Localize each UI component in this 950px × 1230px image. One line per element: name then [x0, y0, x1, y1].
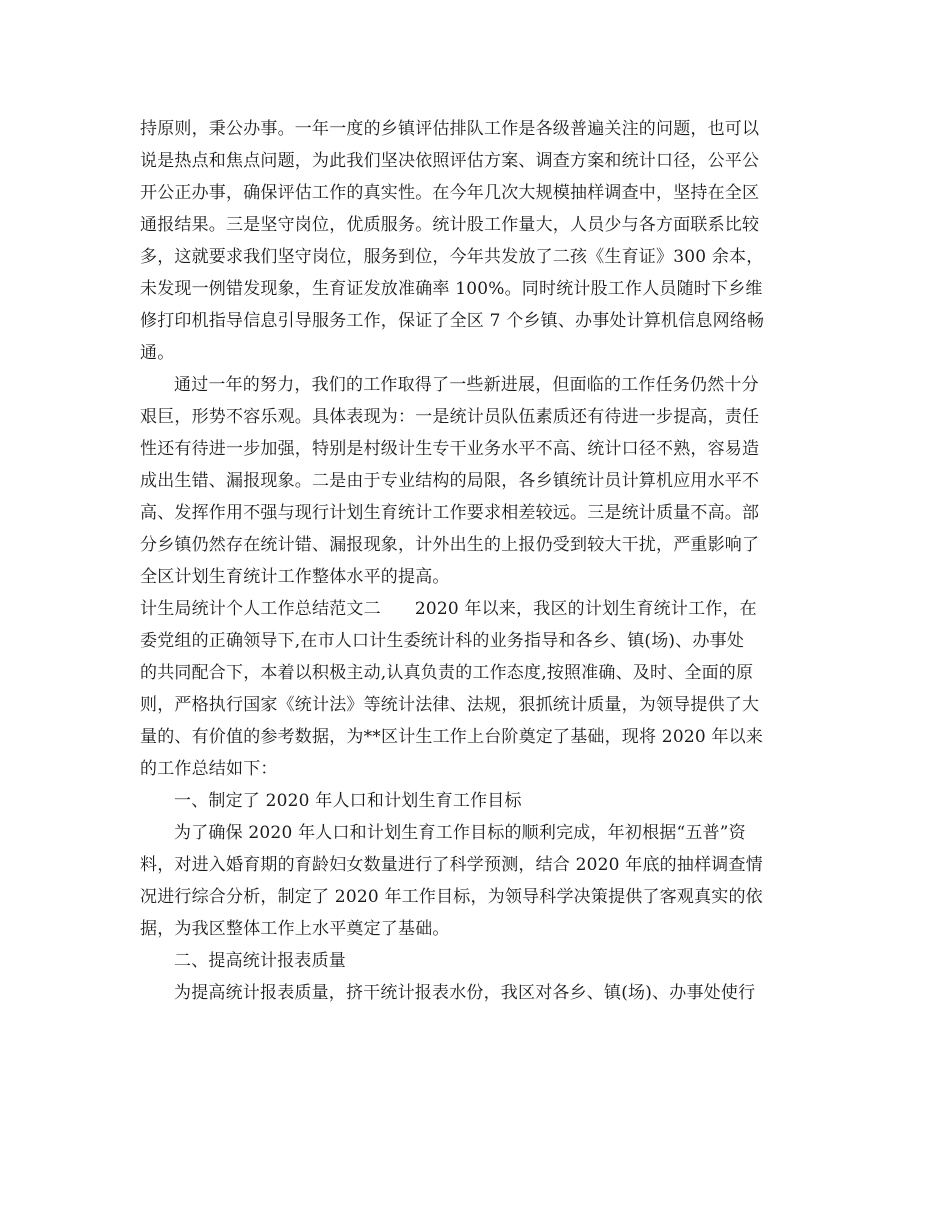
text-line: 量的、有价值的参考数据，为**区计生工作上台阶奠定了基础，现将 2020 年以来 [140, 727, 764, 747]
text-line: 性还有待进一步加强，特别是村级计生专干业务水平不高、统计口径不熟，容易造 [140, 439, 760, 459]
article-title: 计生局统计个人工作总结范文二 [140, 599, 381, 619]
text-line: 未发现一例错发现象，生育证发放准确率 100%。同时统计股工作人员随时下乡维 [140, 279, 763, 299]
document-body [140, 113, 820, 1009]
text-line: 况进行综合分析，制定了 2020 年工作目标，为领导科学决策提供了客观真实的依 [140, 887, 763, 907]
text-line: 修打印机指导信息引导服务工作，保证了全区 7 个乡镇、办事处计算机信息网络畅 [140, 311, 765, 331]
text-line: 料，对进入婚育期的育龄妇女数量进行了科学预测，结合 2020 年底的抽样调查情 [140, 855, 763, 875]
paragraph-start-line: 通过一年的努力，我们的工作取得了一些新进展，但面临的工作任务仍然十分 [174, 375, 759, 395]
text-line: 多，这就要求我们坚守岗位，服务到位，今年共发放了二孩《生育证》300 余本， [140, 247, 764, 267]
text-line: 据，为我区整体工作上水平奠定了基础。 [140, 919, 450, 939]
text-line: 分乡镇仍然存在统计错、漏报现象，计外出生的上报仍受到较大干扰，严重影响了 [140, 535, 760, 555]
text-line: 高、发挥作用不强与现行计划生育统计工作要求相差较远。三是统计质量不高。部 [140, 503, 760, 523]
section-title-line [140, 593, 820, 625]
text-line: 通报结果。三是坚守岗位，优质服务。统计股工作量大，人员少与各方面联系比较 [140, 215, 760, 235]
text-line: 全区计划生育统计工作整体水平的提高。 [140, 567, 450, 587]
text-line: 的工作总结如下： [140, 759, 278, 779]
article-intro: 2020 年以来，我区的计划生育统计工作，在 [414, 599, 757, 619]
text-line: 则，严格执行国家《统计法》等统计法律、法规，狠抓统计质量，为领导提供了大 [140, 695, 760, 715]
paragraph-start-line: 为提高统计报表质量，挤干统计报表水份，我区对各乡、镇(场)、办事处使行 [174, 983, 756, 1003]
text-line: 的共同配合下，本着以积极主动,认真负责的工作态度,按照准确、及时、全面的原 [140, 663, 754, 683]
text-line: 艰巨，形势不容乐观。具体表现为：一是统计员队伍素质还有待进一步提高，责任 [140, 407, 760, 427]
text-line: 说是热点和焦点问题，为此我们坚决依照评估方案、调查方案和统计口径，公平公 [140, 151, 760, 171]
text-line: 开公正办事，确保评估工作的真实性。在今年几次大规模抽样调查中，坚持在全区 [140, 183, 760, 203]
text-line: 持原则，秉公办事。一年一度的乡镇评估排队工作是各级普遍关注的问题，也可以 [140, 119, 760, 139]
text-line: 成出生错、漏报现象。二是由于专业结构的局限，各乡镇统计员计算机应用水平不 [140, 471, 760, 491]
text-line: 通。 [140, 343, 175, 363]
text-line: 委党组的正确领导下,在市人口计生委统计科的业务指导和各乡、镇(场)、办事处 [140, 631, 745, 651]
paragraph-start-line: 为了确保 2020 年人口和计划生育工作目标的顺利完成，年初根据“五普”资 [174, 823, 746, 843]
section-heading-1: 一、制定了 2020 年人口和计划生育工作目标 [174, 791, 522, 811]
section-heading-2: 二、提高统计报表质量 [174, 951, 346, 971]
